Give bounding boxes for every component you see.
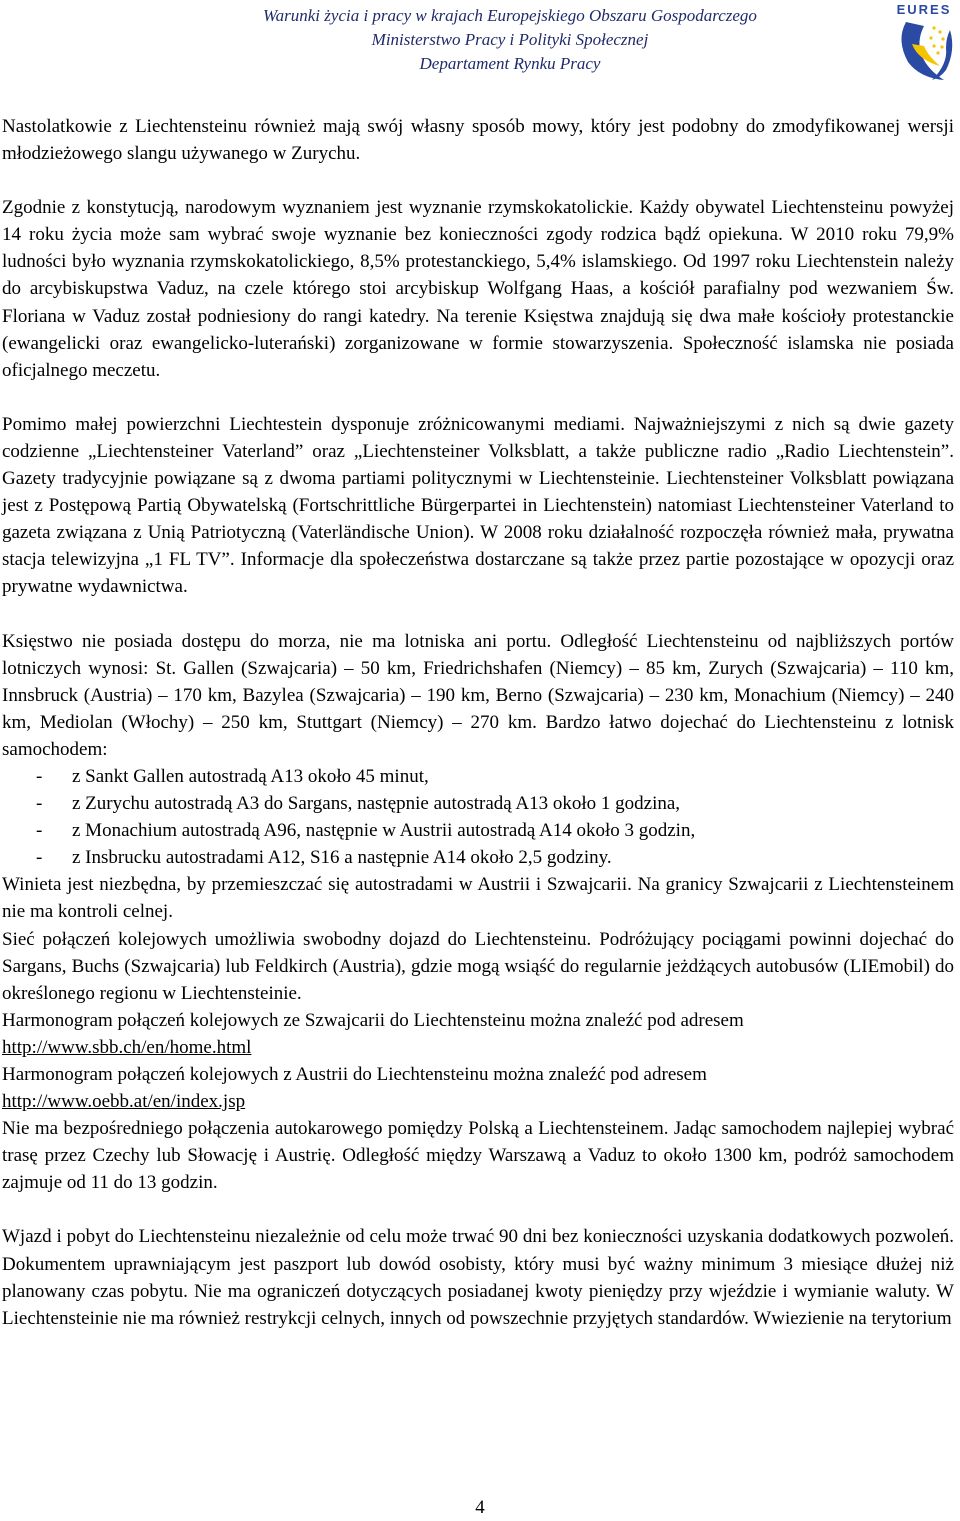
header-line-2: Ministerstwo Pracy i Polityki Społecznej <box>371 30 649 49</box>
list-item-text: z Sankt Gallen autostradą A13 około 45 minut, <box>72 765 429 787</box>
list-item-text: z Insbrucku autostradami A12, S16 a następnie A14 około 2,5 godziny. <box>72 847 612 869</box>
route-list <box>2 763 954 871</box>
header-line-1: Warunki życia i pracy w krajach Europejskiego Obszaru Gospodarczego <box>263 6 757 25</box>
page-header <box>0 0 960 80</box>
paragraph-airports: Księstwo nie posiada dostępu do morza, nie ma lotniska ani portu. Odległość Liechtensteinu od najbliższych portów lotniczych wynosi: St. Gallen (Szwajcaria) – 50 km, Friedrichshafen (Niemcy) – 85 km, Zurych (Szwajcaria) – 110 km, Innsbruck (Austria) – 170 km, Bazylea (Szwajcaria) – 190 km, Berno (Szwajcaria) – 230 km, Monachium (Niemcy) – 240 km, Mediolan (Włochy) – 250 km, Stuttgart (Niemcy) – 270 km. Bardzo łatwo dojechać do Liechtensteinu z lotnisk samochodem: <box>2 630 954 760</box>
list-dash: - <box>36 765 43 787</box>
paragraph-dialect: Nastolatkowie z Liechtensteinu również mają swój własny sposób mowy, który jest podobny do zmodyfikowanej wersji młodzieżowego slangu używanego w Zurychu. <box>2 116 954 165</box>
list-item-text: z Zurychu autostradą A3 do Sargans, następnie autostradą A13 około 1 godzina, <box>72 793 681 815</box>
list-dash: - <box>36 847 43 869</box>
list-dash: - <box>36 793 43 815</box>
header-text <box>150 4 870 76</box>
document-body <box>2 113 954 1332</box>
list-item-text: z Monachium autostradą A96, następnie w Austrii autostradą A14 około 3 godzin, <box>72 820 696 842</box>
paragraph-vignette: Winieta jest niezbędna, by przemieszczać się autostradami w Austrii i Szwajcarii. Na granicy Szwajcarii z Liechtensteinem nie ma kontroli celnej. <box>2 874 954 923</box>
list-item <box>2 790 954 817</box>
paragraph-rail-austria: Harmonogram połączeń kolejowych z Austrii do Liechtensteinu można znaleźć pod adresem <box>2 1064 707 1085</box>
paragraph-rail: Sieć połączeń kolejowych umożliwia swobodny dojazd do Liechtensteinu. Podróżujący pociągami powinni dojechać do Sargans, Buchs (Szwajcaria) lub Feldkirch (Austria), gdzie mogą wsiąść do regularnie jeżdżących autobusów (LIEmobil) do określonego regionu w Liechtensteinie. <box>2 928 954 1004</box>
list-item <box>2 763 954 790</box>
sbb-link[interactable]: http://www.sbb.ch/en/home.html <box>2 1036 252 1058</box>
paragraph-rail-switzerland: Harmonogram połączeń kolejowych ze Szwajcarii do Liechtensteinu można znaleźć pod adresem <box>2 1009 744 1031</box>
oebb-link[interactable]: http://www.oebb.at/en/index.jsp <box>2 1091 246 1113</box>
list-item <box>2 844 954 871</box>
paragraph-road-travel: Nie ma bezpośredniego połączenia autokarowego pomiędzy Polską a Liechtensteinem. Jadąc samochodem najlepiej wybrać trasę przez Czechy lub Słowację i Austrię. Odległość między Warszawą a Vaduz to około 1300 km, podróż samochodem zajmuje od 11 do 13 godzin. <box>2 1118 954 1194</box>
list-dash: - <box>36 820 43 842</box>
list-item <box>2 817 954 844</box>
page-number: 4 <box>475 1497 485 1518</box>
paragraph-media: Pomimo małej powierzchni Liechtestein dysponuje zróżnicowanymi mediami. Najważniejszymi z nich są dwie gazety codzienne „Liechtensteiner Vaterland” oraz „Liechtensteiner Volksblatt, a także publiczne radio „Radio Liechtenstein”. Gazety tradycyjnie powiązane są z dwoma partiami politycznymi w Liechtensteinie. Liechtensteiner Volksblatt powiązana jest z Postępową Partią Obywatelską (Fortschrittliche Bürgerpartei in Liechtenstein) natomiast Liechtensteiner Vaterland to gazeta związana z Unią Patriotyczną (Vaterländische Union). W 2008 roku działalność rozpoczęła również mała, prywatna stacja telewizyjna „1 FL TV”. Informacje dla społeczeństwa dostarczane są także przez partie pozostające w opozycji oraz prywatne wydawnictwa. <box>2 413 954 598</box>
header-line-3: Departament Rynku Pracy <box>419 54 601 73</box>
paragraph-religion: Zgodnie z konstytucją, narodowym wyznaniem jest wyznanie rzymskokatolickie. Każdy obywatel Liechtensteinu powyżej 14 roku życia może sam wybrać swoje wyznanie bez konieczności zgody rodzica bądź opiekuna. W 2010 roku 79,9% ludności było wyznania rzymskokatolickiego, 8,5% protestanckiego, 5,4% islamskiego. Od 1997 roku Liechtenstein należy do arcybiskupstwa Vaduz, na czele którego stoi arcybiskup Wolfgang Haas, a kościół parafialny pod wezwaniem Św. Floriana w Vaduz został podniesiony do rangi katedry. Na terenie Księstwa znajdują się dwa małe kościoły protestanckie (ewangelicki oraz ewangelicko-luterański) zorganizowane w formie stowarzyszenia. Społeczność islamska nie posiada oficjalnego meczetu. <box>2 197 954 381</box>
svg-text:EURES: EURES <box>896 2 952 17</box>
paragraph-entry: Wjazd i pobyt do Liechtensteinu niezależnie od celu może trwać 90 dni bez konieczności uzyskania dodatkowych pozwoleń. Dokumentem uprawniającym jest paszport lub dowód osobisty, który musi być ważny minimum 3 miesiące dłużej niż planowany czas pobytu. Nie ma ograniczeń dotyczących posiadanej kwoty pieniędzy przy wjeździe i wymianie waluty. W Liechtensteinie nie ma również restrykcji celnych, innych od powszechnie przyjętych standardów. Wwiezienie na terytorium <box>2 1226 954 1329</box>
eures-logo <box>888 0 960 84</box>
